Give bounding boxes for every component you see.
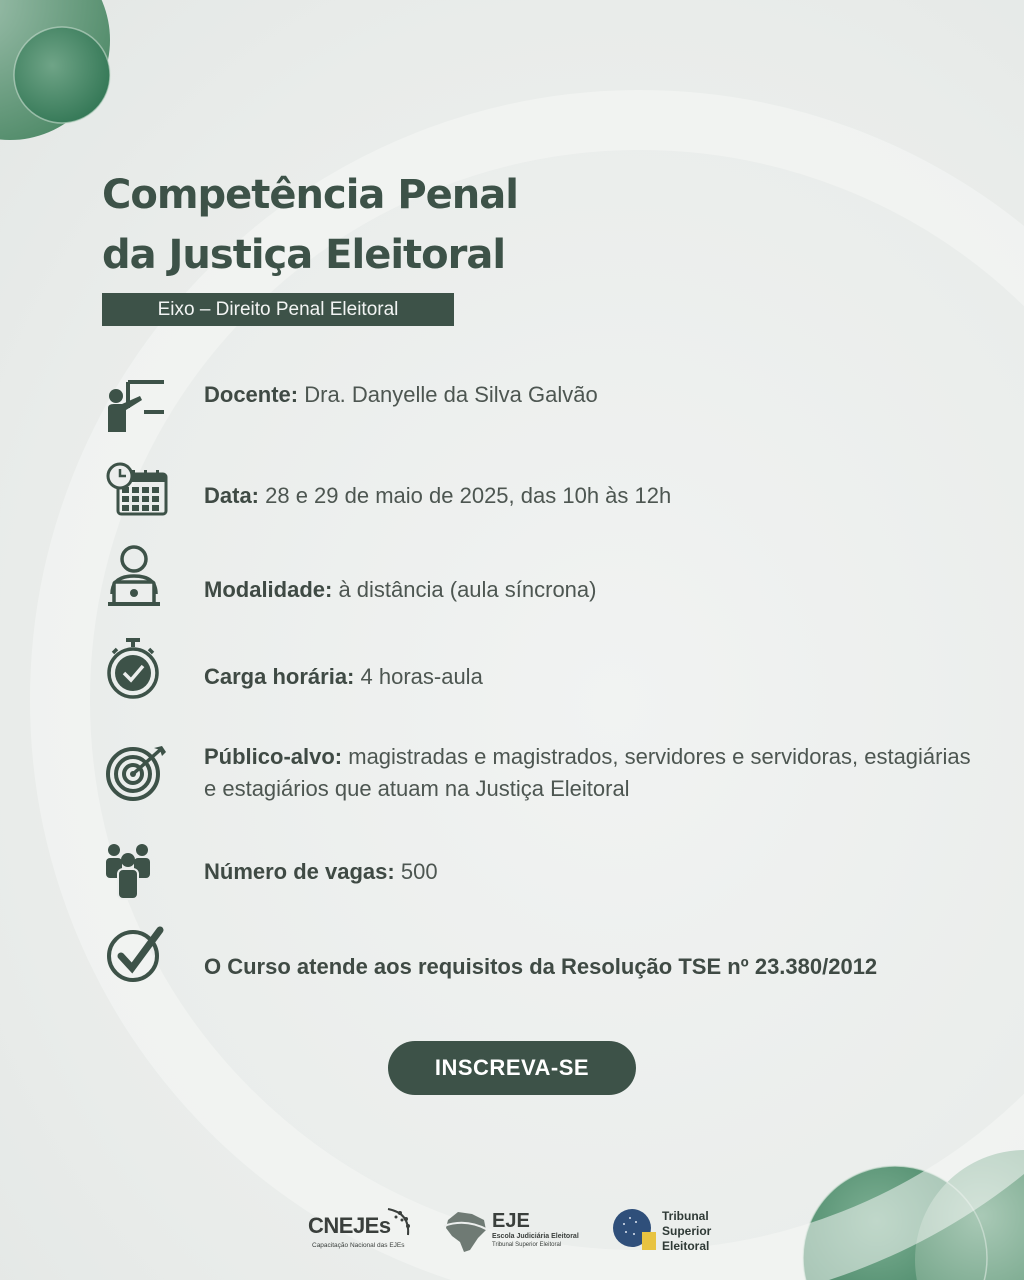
teacher-board-icon: [104, 378, 168, 434]
tse-logo[interactable]: [612, 1206, 722, 1258]
item-resolucao: [204, 951, 984, 983]
decorative-circles-top-left: [0, 0, 140, 150]
target-icon: [104, 744, 168, 802]
cnejes-arc-icon: [384, 1205, 414, 1241]
item-modalidade-label: Modalidade:: [204, 577, 333, 602]
item-publico-alvo-value: magistradas e magistrados, servidores e servidoras, estagiárias e estagiários que atuam na Justiça Eleitoral: [204, 744, 971, 801]
item-docente-value: Dra. Danyelle da Silva Galvão: [298, 382, 598, 407]
eje-logo-line2: Tribunal Superior Eleitoral: [492, 1242, 562, 1248]
item-publico-alvo-label: Público-alvo:: [204, 744, 343, 769]
item-carga-horaria-label: Carga horária:: [204, 664, 355, 689]
item-docente: [204, 379, 984, 411]
cnejes-logo-subtitle: Capacitação Nacional das EJEs: [312, 1242, 405, 1249]
brazil-map-icon: [442, 1206, 490, 1254]
item-resolucao-label: O Curso atende aos requisitos da Resolução TSE nº 23.380/2012: [204, 954, 878, 979]
item-docente-label: Docente:: [204, 382, 299, 407]
item-data-value: 28 e 29 de maio de 2025, das 10h às 12h: [259, 483, 672, 508]
title-line-2: da Justiça Eleitoral: [102, 232, 506, 278]
item-numero-vagas-value: 500: [394, 859, 438, 884]
eje-logo-line1: Escola Judiciária Eleitoral: [492, 1233, 579, 1240]
tse-logo-line1: Tribunal: [662, 1209, 709, 1223]
item-numero-vagas: [204, 856, 984, 888]
check-circle-icon: [104, 926, 166, 984]
item-modalidade: [204, 574, 984, 606]
item-data: [204, 480, 984, 512]
page-title: [102, 165, 518, 285]
item-carga-horaria-value: 4 horas-aula: [354, 664, 483, 689]
stopwatch-icon: [104, 636, 162, 700]
eje-logo-name: EJE: [492, 1210, 530, 1232]
group-icon: [104, 842, 152, 900]
item-publico-alvo: [204, 741, 984, 805]
inscreva-se-button[interactable]: INSCREVA-SE: [388, 1041, 636, 1095]
tse-logo-line2: Superior: [662, 1224, 712, 1238]
item-carga-horaria: [204, 661, 984, 693]
item-data-label: Data:: [204, 483, 260, 508]
tse-emblem-icon: [612, 1206, 660, 1254]
calendar-clock-icon: [104, 462, 170, 518]
item-numero-vagas-label: Número de vagas:: [204, 859, 395, 884]
decorative-circles-bottom-right: [800, 1140, 1024, 1280]
item-modalidade-value: à distância (aula síncrona): [332, 577, 597, 602]
title-line-1: Competência Penal: [102, 172, 518, 218]
cnejes-logo-name: CNEJEs: [308, 1213, 391, 1238]
eje-logo[interactable]: [442, 1206, 582, 1256]
tse-logo-line3: Eleitoral: [662, 1239, 710, 1253]
course-axis-tag: Eixo – Direito Penal Eleitoral: [102, 293, 454, 326]
cnejes-logo[interactable]: [306, 1205, 414, 1253]
person-laptop-icon: [104, 544, 162, 610]
